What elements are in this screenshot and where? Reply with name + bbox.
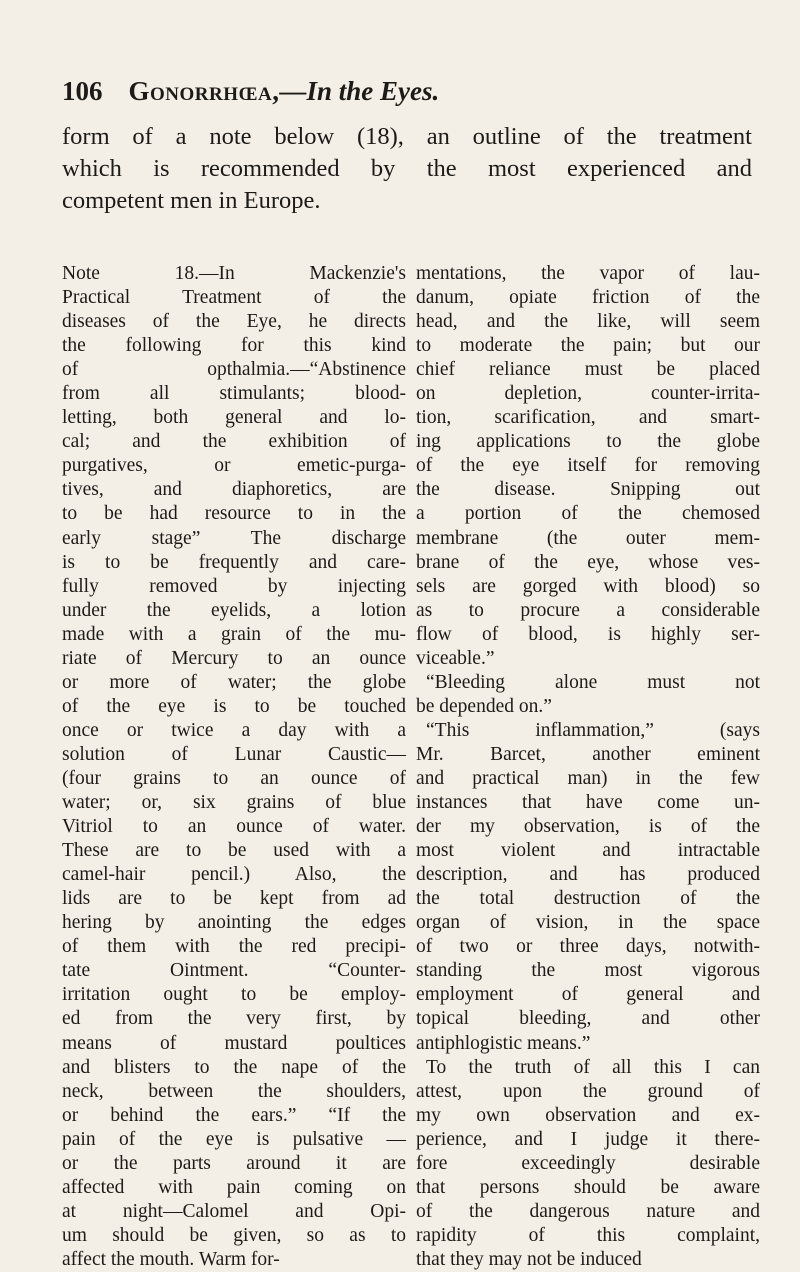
text-line: at night—Calomel and Opi- — [62, 1200, 406, 1222]
chapter-subtitle: —In the Eyes. — [279, 76, 440, 106]
text-line: These are to be used with a — [62, 840, 406, 862]
text-line: instances that have come un- — [416, 792, 760, 814]
text-line: a portion of the chemosed — [416, 503, 760, 525]
text-line: fully removed by injecting — [62, 575, 406, 597]
text-line: attest, upon the ground of — [416, 1080, 760, 1102]
text-line: affected with pain coming on — [62, 1176, 406, 1198]
text-line: ing applications to the globe — [416, 431, 760, 453]
text-line: of opthalmia.—“Abstinence — [62, 359, 406, 381]
text-line: lids are to be kept from ad — [62, 888, 406, 910]
text-line: antiphlogistic means.” — [416, 1032, 591, 1054]
text-line: mentations, the vapor of lau- — [416, 263, 760, 284]
text-line: head, and the like, will seem — [416, 311, 760, 333]
text-line: riate of Mercury to an ounce — [62, 647, 406, 669]
text-line: neck, between the shoulders, — [62, 1080, 406, 1102]
text-line: to be had resource to in the — [62, 503, 406, 525]
text-line: “Bleeding alone must not — [426, 671, 760, 693]
text-line: made with a grain of the mu- — [62, 623, 406, 645]
text-line: irritation ought to be employ- — [62, 984, 406, 1006]
text-line: the total destruction of the — [416, 888, 760, 910]
text-line: that persons should be aware — [416, 1176, 760, 1198]
text-line: description, and has produced — [416, 864, 760, 886]
text-line: tion, scarification, and smart- — [416, 407, 760, 429]
text-line: (four grains to an ounce of — [62, 767, 406, 789]
text-line: danum, opiate friction of the — [416, 287, 760, 309]
text-line: the following for this kind — [62, 335, 406, 357]
text-line: letting, both general and lo- — [62, 407, 406, 429]
text-line: affect the mouth. Warm for- — [62, 1248, 280, 1270]
text-line: employment of general and — [416, 984, 760, 1006]
text-line: that they may not be induced — [416, 1248, 642, 1270]
text-line: to moderate the pain; but our — [416, 335, 760, 357]
text-line: be depended on.” — [416, 695, 552, 717]
text-line: der my observation, is of the — [416, 816, 760, 838]
text-line: sels are gorged with blood) so — [416, 575, 760, 597]
intro-line: form of a note below (18), an outline of the treatment — [62, 123, 752, 150]
text-line: or behind the ears.” “If the — [62, 1104, 406, 1126]
text-line: of two or three days, notwith- — [416, 936, 760, 958]
text-line: Practical Treatment of the — [62, 287, 406, 309]
text-line: of them with the red precipi- — [62, 936, 406, 958]
text-line: solution of Lunar Caustic— — [62, 743, 406, 765]
text-line: flow of blood, is highly ser- — [416, 623, 760, 645]
text-line: and practical man) in the few — [416, 767, 760, 789]
text-line: or more of water; the globe — [62, 671, 406, 693]
text-line: Vitriol to an ounce of water. — [62, 816, 406, 838]
text-line: standing the most vigorous — [416, 960, 760, 982]
text-line: perience, and I judge it there- — [416, 1128, 760, 1150]
text-line: early stage” The discharge — [62, 527, 406, 549]
text-line: purgatives, or emetic-purga- — [62, 455, 406, 477]
note-right-column — [416, 262, 760, 1272]
text-line: chief reliance must be placed — [416, 359, 760, 381]
text-line: as to procure a considerable — [416, 599, 760, 621]
chapter-title: Gonorrhœa, — [128, 76, 280, 106]
text-line: cal; and the exhibition of — [62, 431, 406, 453]
text-line: fore exceedingly desirable — [416, 1152, 760, 1174]
text-line: means of mustard poultices — [62, 1032, 406, 1054]
text-line: To the truth of all this I can — [426, 1056, 760, 1078]
text-line: “This inflammation,” (says — [426, 719, 760, 741]
note-left-column — [62, 262, 406, 1272]
text-line: on depletion, counter-irrita- — [416, 383, 760, 405]
text-line: brane of the eye, whose ves- — [416, 551, 760, 573]
text-line: water; or, six grains of blue — [62, 792, 406, 814]
text-line: membrane (the outer mem- — [416, 527, 760, 549]
page-number: 106 — [62, 76, 103, 106]
text-line: topical bleeding, and other — [416, 1008, 760, 1030]
text-line: pain of the eye is pulsative — — [62, 1128, 406, 1150]
text-line: tate Ointment. “Counter- — [62, 960, 406, 982]
text-line: ed from the very first, by — [62, 1008, 406, 1030]
text-line: viceable.” — [416, 647, 495, 669]
text-line: camel-hair pencil.) Also, the — [62, 864, 406, 886]
text-line: um should be given, so as to — [62, 1224, 406, 1246]
text-line: of the eye itself for removing — [416, 455, 760, 477]
text-line: from all stimulants; blood- — [62, 383, 406, 405]
text-line: diseases of the Eye, he directs — [62, 311, 406, 333]
text-line: rapidity of this complaint, — [416, 1224, 760, 1246]
text-line: of the eye is to be touched — [62, 695, 406, 717]
intro-paragraph — [62, 121, 752, 217]
text-line: under the eyelids, a lotion — [62, 599, 406, 621]
text-line: is to be frequently and care- — [62, 551, 406, 573]
text-line: my own observation and ex- — [416, 1104, 760, 1126]
text-line: and blisters to the nape of the — [62, 1056, 406, 1078]
intro-line: competent men in Europe. — [62, 187, 321, 214]
text-line: organ of vision, in the space — [416, 912, 760, 934]
text-line: Mr. Barcet, another eminent — [416, 743, 760, 765]
running-head — [62, 76, 762, 106]
text-line: most violent and intractable — [416, 840, 760, 862]
text-line: Note 18.—In Mackenzie's — [62, 263, 406, 284]
text-line: tives, and diaphoretics, are — [62, 479, 406, 501]
text-line: or the parts around it are — [62, 1152, 406, 1174]
intro-line: which is recommended by the most experienced and — [62, 155, 752, 182]
text-line: hering by anointing the edges — [62, 912, 406, 934]
text-line: once or twice a day with a — [62, 719, 406, 741]
text-line: the disease. Snipping out — [416, 479, 760, 501]
text-line: of the dangerous nature and — [416, 1200, 760, 1222]
